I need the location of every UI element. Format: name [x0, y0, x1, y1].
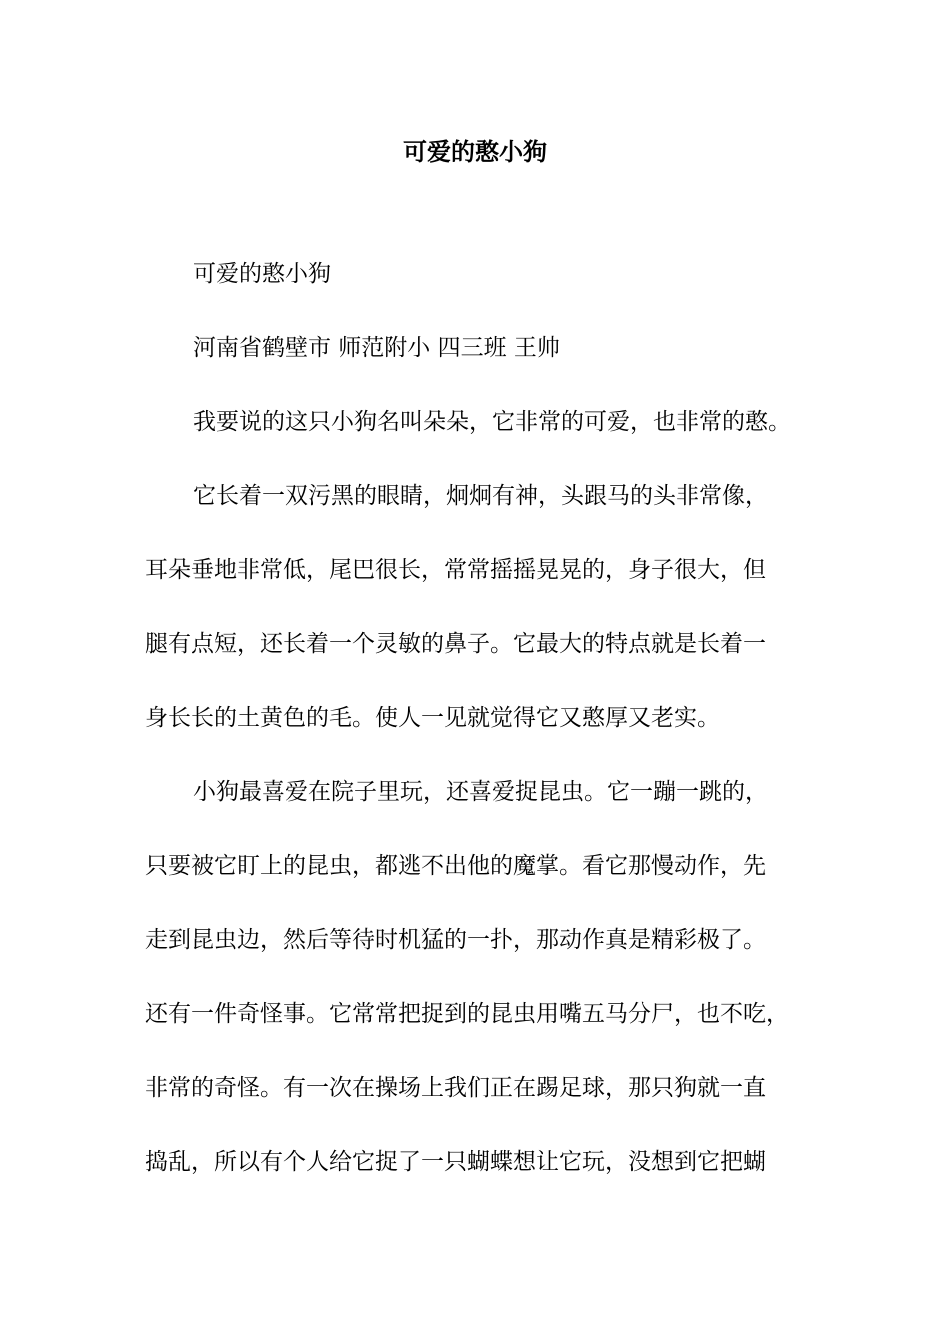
- body-line: 河南省鹤壁市 师范附小 四三班 王帅: [193, 335, 560, 361]
- document-body: [145, 253, 835, 1215]
- body-line: 小狗最喜爱在院子里玩，还喜爱捉昆虫。它一蹦一跳的，: [193, 779, 768, 805]
- body-line: 身长长的土黄色的毛。使人一见就觉得它又憨厚又老实。: [145, 705, 720, 731]
- body-line: 腿有点短，还长着一个灵敏的鼻子。它最大的特点就是长着一: [145, 631, 766, 657]
- document-title: 可爱的憨小狗: [403, 138, 547, 166]
- body-line: 可爱的憨小狗: [193, 261, 331, 287]
- body-line: 走到昆虫边，然后等待时机猛的一扑，那动作真是精彩极了。: [145, 927, 766, 953]
- body-line: 非常的奇怪。有一次在操场上我们正在踢足球，那只狗就一直: [145, 1075, 766, 1101]
- body-line: 还有一件奇怪事。它常常把捉到的昆虫用嘴五马分尸，也不吃，: [145, 1001, 789, 1027]
- body-line: 只要被它盯上的昆虫，都逃不出他的魔掌。看它那慢动作，先: [145, 853, 766, 879]
- body-line: 它长着一双污黑的眼睛，炯炯有神，头跟马的头非常像，: [193, 483, 768, 509]
- body-line: 捣乱，所以有个人给它捉了一只蝴蝶想让它玩，没想到它把蝴: [145, 1149, 766, 1175]
- body-line: 我要说的这只小狗名叫朵朵，它非常的可爱，也非常的憨。: [193, 409, 791, 435]
- body-line: 耳朵垂地非常低，尾巴很长，常常摇摇晃晃的，身子很大，但: [145, 557, 766, 583]
